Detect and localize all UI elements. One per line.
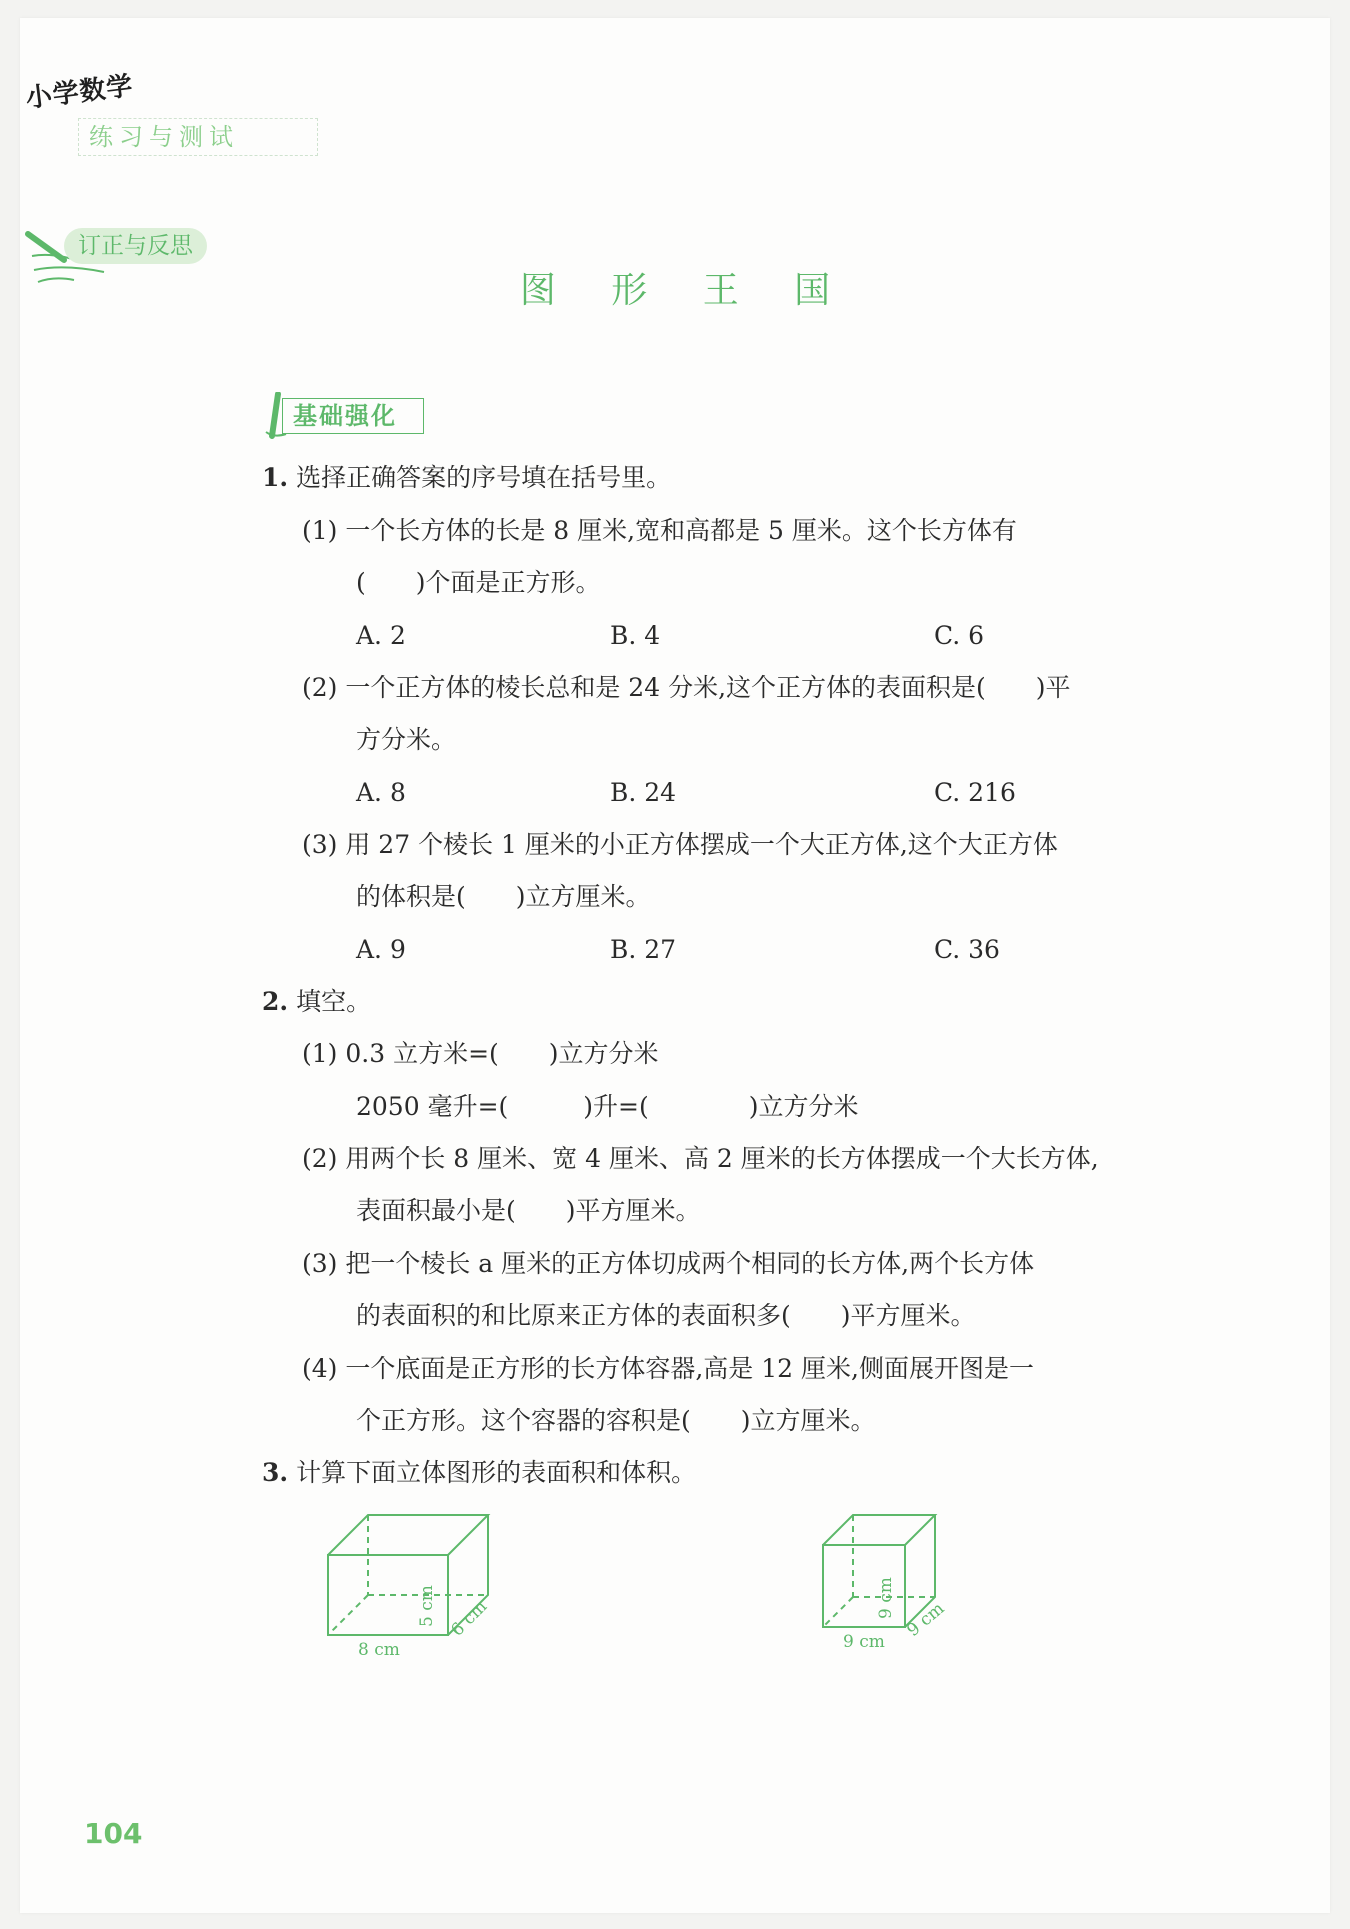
q1-3-option-c: C. 36 — [934, 935, 1000, 964]
question-2 — [262, 986, 371, 1018]
q1-item-1-line1: (1) 一个长方体的长是 8 厘米,宽和高都是 5 厘米。这个长方体有 — [302, 516, 1017, 545]
q2-item-4-line1: (4) 一个底面是正方形的长方体容器,高是 12 厘米,侧面展开图是一 — [302, 1354, 1034, 1383]
q1-3-option-b: B. 27 — [610, 935, 677, 964]
q1-item-1-line2: ( )个面是正方形。 — [356, 568, 601, 597]
q2-item-3-line1: (3) 把一个棱长 a 厘米的正方体切成两个相同的长方体,两个长方体 — [302, 1249, 1035, 1278]
question-text: 选择正确答案的序号填在括号里。 — [296, 463, 672, 492]
brand-title: 小学数学 — [24, 71, 136, 115]
cube-width-label: 9 cm — [903, 1598, 949, 1641]
page-title: 图 形 王 国 — [519, 270, 853, 311]
q1-item-2-line2: 方分米。 — [356, 725, 457, 754]
question-number: 3. — [262, 1458, 289, 1487]
question-3 — [262, 1457, 696, 1489]
cuboid-height-label: 5 cm — [417, 1585, 437, 1627]
question-text: 填空。 — [296, 987, 372, 1016]
q1-item-3-line1: (3) 用 27 个棱长 1 厘米的小正方体摆成一个大正方体,这个大正方体 — [302, 830, 1058, 859]
q2-item-2-line1: (2) 用两个长 8 厘米、宽 4 厘米、高 2 厘米的长方体摆成一个大长方体, — [302, 1144, 1099, 1173]
cube-height-label: 9 cm — [876, 1577, 896, 1619]
section-label: 基础强化 — [282, 398, 424, 434]
q1-1-option-c: C. 6 — [934, 621, 985, 650]
q1-1-option-b: B. 4 — [610, 621, 661, 650]
brand-subtitle: 练习与测试 — [78, 118, 318, 156]
cuboid-figure — [320, 1505, 510, 1660]
cube-length-label: 9 cm — [843, 1632, 885, 1652]
cube-figure — [815, 1505, 985, 1655]
cuboid-length-label: 8 cm — [358, 1640, 400, 1660]
q1-3-option-a: A. 9 — [356, 935, 406, 964]
q2-item-4-line2: 个正方形。这个容器的容积是( )立方厘米。 — [356, 1406, 876, 1435]
q1-2-option-c: C. 216 — [934, 778, 1016, 807]
page-number: 104 — [84, 1817, 143, 1850]
correction-reflection-label: 订正与反思 — [64, 228, 207, 264]
q1-2-option-b: B. 24 — [610, 778, 677, 807]
q1-item-2-line1: (2) 一个正方体的棱长总和是 24 分米,这个正方体的表面积是( )平 — [302, 673, 1071, 702]
q1-item-3-line2: 的体积是( )立方厘米。 — [356, 882, 651, 911]
q1-2-option-a: A. 8 — [356, 778, 406, 807]
q1-1-option-a: A. 2 — [356, 621, 406, 650]
q2-item-1-line2: 2050 毫升=( )升=( )立方分米 — [356, 1092, 859, 1121]
question-1 — [262, 462, 671, 494]
question-number: 1. — [262, 463, 289, 492]
q2-item-3-line2: 的表面积的和比原来正方体的表面积多( )平方厘米。 — [356, 1301, 976, 1330]
question-number: 2. — [262, 987, 289, 1016]
q2-item-1-line1: (1) 0.3 立方米=( )立方分米 — [302, 1039, 659, 1068]
q2-item-2-line2: 表面积最小是( )平方厘米。 — [356, 1196, 701, 1225]
question-text: 计算下面立体图形的表面积和体积。 — [296, 1458, 697, 1487]
brand — [24, 71, 239, 151]
cuboid-width-label: 6 cm — [447, 1596, 492, 1641]
